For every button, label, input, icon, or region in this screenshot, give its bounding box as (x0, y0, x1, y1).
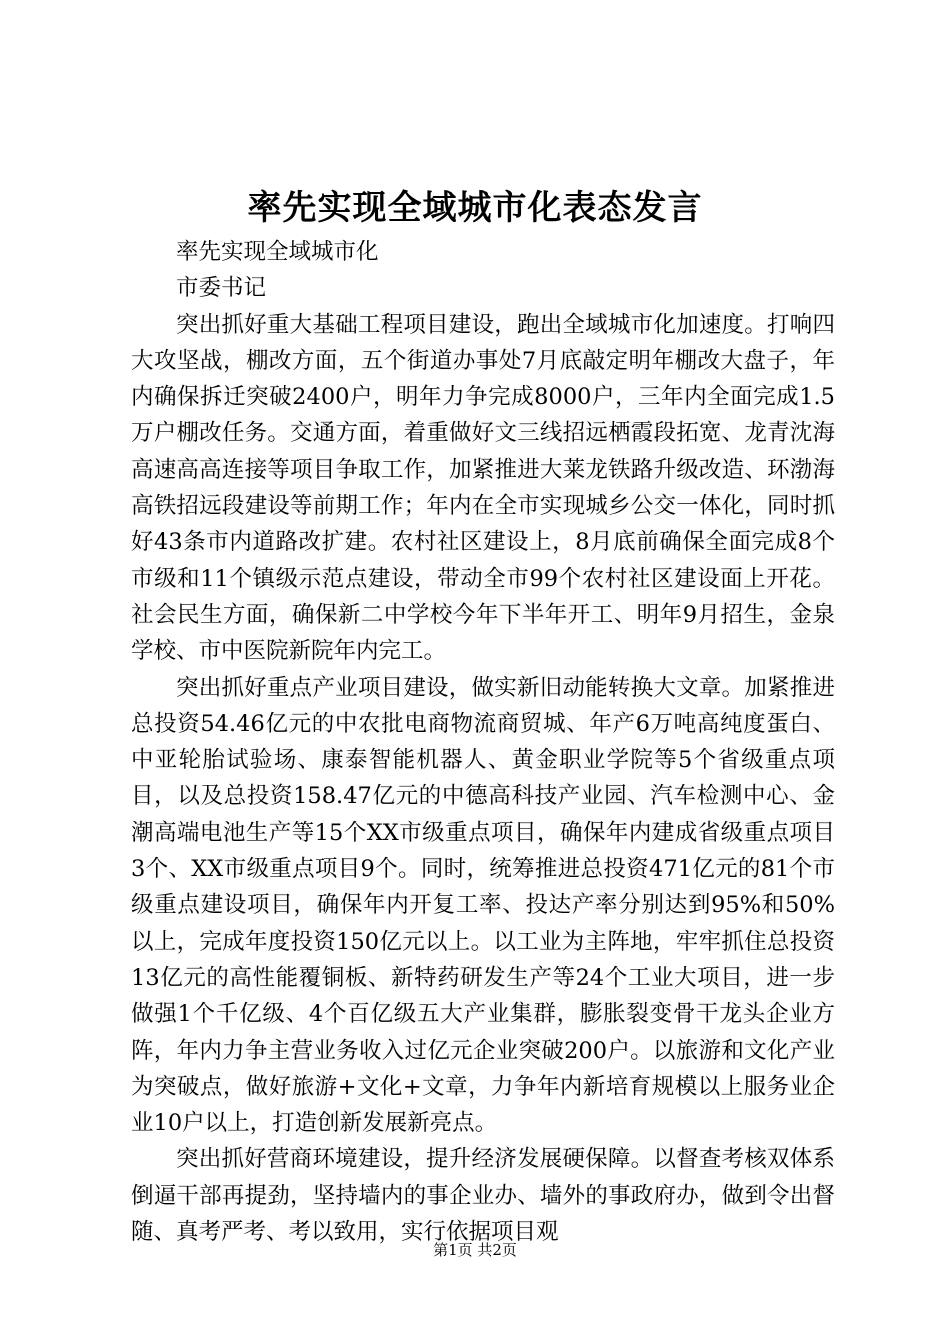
document-title: 率先实现全域城市化表态发言 (247, 188, 703, 228)
paragraph-3: 突出抓好营商环境建设，提升经济发展硬保障。以督查考核双体系倒逼干部再提劲，坚持墙内的事企业办、墙外的事政府办，做到令出督随、真考严考、考以致用，实行依据项目观 (131, 1146, 835, 1246)
author-line: 市委书记 (176, 275, 267, 302)
subtitle-line: 率先实现全域城市化 (176, 239, 379, 265)
paragraph-2: 突出抓好重点产业项目建设，做实新旧动能转换大文章。加紧推进总投资54.46亿元的中农批电商物流商贸城、年产6万吨高纯度蛋白、中亚轮胎试验场、康泰智能机器人、黄金职业学院等5个省级重点项目，以及总投资158.47亿元的中德高科技产业园、汽车检测中心、金潮高端电池生产等15个XX市级重点项目，确保年内建成省级重点项目3个、XX市级重点项目9个。同时，统筹推进总投资471亿元的81个市级重点建设项目，确保年内开复工率、投达产率分别达到95%和50%以上，完成年度投资150亿元以上。以工业为主阵地，牢牢抓住总投资13亿元的高性能覆铜板、新特药研发生产等24个工业大项目，进一步做强1个千亿级、4个百亿级五大产业集群，膨胀裂变骨干龙头企业方阵，年内力争主营业务收入过亿元企业突破200户。以旅游和文化产业为突破点，做好旅游+文化+文章，力争年内新培育规模以上服务业企业10户以上，打造创新发展新亮点。 (131, 674, 835, 1137)
paragraph-1: 突出抓好重大基础工程项目建设，跑出全域城市化加速度。打响四大攻坚战，棚改方面，五个街道办事处7月底敲定明年棚改大盘子，年内确保拆迁突破2400户，明年力争完成8000户，三年内全面完成1.5万户棚改任务。交通方面，着重做好文三线招远栖霞段拓宽、龙青沈海高速高高连接等项目争取工作，加紧推进大莱龙铁路升级改造、环渤海高铁招远段建设等前期工作；年内在全市实现城乡公交一体化，同时抓好43条市内道路改扩建。农村社区建设上，8月底前确保全面完成8个市级和11个镇级示范点建设，带动全市99个农村社区建设面上开花。社会民生方面，确保新二中学校今年下半年开工、明年9月招生，金泉学校、市中医院新院年内完工。 (131, 311, 835, 665)
document-body (131, 234, 835, 1250)
page-footer: 第1页 共2页 (433, 1241, 517, 1259)
